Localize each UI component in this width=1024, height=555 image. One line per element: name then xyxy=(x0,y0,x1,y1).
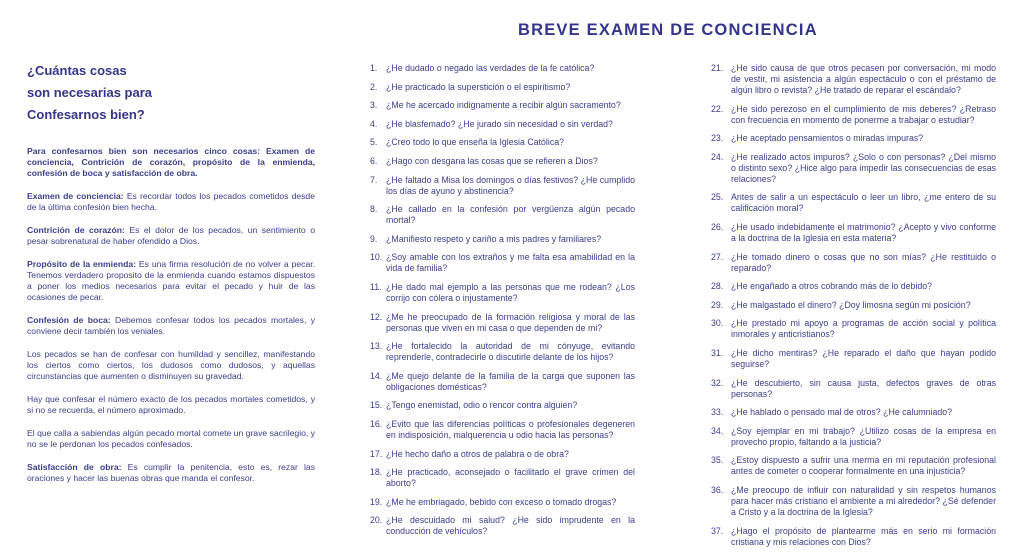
question-text: ¿Hago con desgana las cosas que se refieren a Dios? xyxy=(386,155,598,166)
section-satisfaccion xyxy=(27,462,315,484)
question-text: ¿He practicado, aconsejado o facilitado el grave crimen del aborto? xyxy=(386,467,635,489)
question-text: ¿He aceptado pensamientos o miradas impuras? xyxy=(731,133,924,144)
question-item xyxy=(711,152,996,185)
question-item xyxy=(370,497,635,508)
question-item xyxy=(711,455,996,477)
question-text: ¿He callado en la confesión por vergüenza algún pecado mortal? xyxy=(386,204,635,226)
question-number: 14. xyxy=(370,370,383,381)
section-text: Debemos confesar todos los pecados mortales, y conviene decir también los veniales. xyxy=(27,315,315,336)
question-number: 18. xyxy=(370,467,383,478)
question-text: ¿He dado mal ejemplo a las personas que me rodean? ¿Los corrijo con cólera o injustamente? xyxy=(386,281,635,303)
question-number: 15. xyxy=(370,400,383,411)
question-number: 20. xyxy=(370,515,383,526)
section-label: Propósito de la enmienda: xyxy=(27,259,136,269)
question-number: 32. xyxy=(711,377,724,388)
question-item xyxy=(711,407,996,418)
question-item xyxy=(370,312,635,334)
question-text: Antes de salir a un espectáculo o leer un libro, ¿me entero de su calificación moral? xyxy=(731,192,996,214)
question-text: ¿Creo todo lo que enseña la Iglesia Católica? xyxy=(386,137,565,148)
section-examen xyxy=(27,191,315,213)
question-number: 27. xyxy=(711,251,724,262)
question-text: ¿Soy amable con los extraños y me falta esa amabilidad en la vida de familia? xyxy=(386,252,635,274)
question-item xyxy=(370,515,635,537)
question-text: ¿Hago el propósito de plantearme más en serio mi formación cristiana y mis relaciones con Dios? xyxy=(731,525,996,547)
question-item xyxy=(370,100,635,111)
section-text: Es recordar todos los pecados cometidos desde de la última confesión bien hecha. xyxy=(27,191,315,212)
question-number: 4. xyxy=(370,118,378,129)
question-number: 5. xyxy=(370,137,378,148)
question-number: 29. xyxy=(711,299,724,310)
question-item xyxy=(370,282,635,304)
question-text: ¿He fortalecido la autoridad de mi cónyuge, evitando reprenderle, contradecirle o discutirle delante de los hijos? xyxy=(386,341,635,363)
question-item xyxy=(370,371,635,393)
intro-text: Para confesarnos bien son necesarios cinco cosas: Examen de conciencia, Contrición de corazón, propósito de la enmienda, confesión de boca y satisfacción de obra. xyxy=(27,146,315,178)
heading-line: ¿Cuántas cosas xyxy=(27,63,127,78)
question-number: 37. xyxy=(711,525,724,536)
extra-paragraph: Los pecados se han de confesar con humildad y sencillez, manifestando los ciertos como ciertos, los dudosos como dudosos, y aquellas circunstancias que aumenten o disminuyen su gravedad. xyxy=(27,349,315,381)
question-text: ¿He malgastado el dinero? ¿Doy limosna según mi posición? xyxy=(731,299,971,310)
section-proposito xyxy=(27,259,315,303)
intro-paragraph xyxy=(27,146,315,179)
left-heading xyxy=(27,60,287,126)
question-number: 31. xyxy=(711,347,724,358)
question-item xyxy=(711,485,996,518)
question-text: ¿Me he acercado indignamente a recibir algún sacramento? xyxy=(386,100,621,111)
question-number: 28. xyxy=(711,281,724,292)
question-text: ¿He usado indebidamente el matrimonio? ¿Acepto y vivo conforme a la doctrina de la Iglesia en esta materia? xyxy=(731,221,996,243)
question-number: 21. xyxy=(711,63,724,73)
section-contricion xyxy=(27,225,315,247)
question-item xyxy=(370,467,635,489)
question-text: ¿He blasfemado? ¿He jurado sin necesidad o sin verdad? xyxy=(386,118,613,129)
question-item xyxy=(711,318,996,340)
question-text: ¿He practicado la superstición o el espiritismo? xyxy=(386,81,571,92)
section-text: Es cumplir la penitencia, esto es, rezar las oraciones y hacer las buenas obras que manda el confesor. xyxy=(27,462,315,483)
question-item xyxy=(370,156,635,167)
heading-line: Confesarnos bien? xyxy=(27,107,145,122)
question-text: ¿He dudado o negado las verdades de la fe católica? xyxy=(386,63,595,73)
question-number: 11. xyxy=(370,281,382,292)
question-number: 7. xyxy=(370,174,378,185)
question-number: 25. xyxy=(711,192,724,203)
question-text: ¿He dicho mentiras? ¿He reparado el daño que hayan podido seguirse? xyxy=(731,347,996,369)
question-number: 1. xyxy=(370,63,378,73)
question-number: 3. xyxy=(370,100,378,111)
question-number: 13. xyxy=(370,341,383,352)
section-text: Es el dolor de los pecados, un sentimiento o pesar sobrenatural de haber ofendido a Dios. xyxy=(27,225,315,246)
page-title: BREVE EXAMEN DE CONCIENCIA xyxy=(518,21,818,39)
question-item xyxy=(370,63,635,74)
question-item xyxy=(711,348,996,370)
extra-paragraph: El que calla a sabiendas algún pecado mortal comete un grave sacrilegio, y no se le perdonan los pecados confesados. xyxy=(27,428,315,449)
question-item xyxy=(711,378,996,400)
question-text: ¿He prestado mi apoyo a programas de acción social y política inmorales y anticristianos? xyxy=(731,318,996,340)
question-item xyxy=(711,104,996,126)
question-text: ¿He faltado a Misa los domingos o días festivos? ¿He cumplido los días de ayuno y abstinencia? xyxy=(386,174,635,196)
question-number: 17. xyxy=(370,448,383,459)
question-text: ¿Me he embriagado, bebido con exceso o tomado drogas? xyxy=(386,496,617,507)
question-text: ¿Me he preocupado de la formación religiosa y moral de las personas que viven en mi casa o que dependen de mi? xyxy=(386,311,635,333)
question-number: 8. xyxy=(370,204,378,215)
question-number: 12. xyxy=(370,311,383,322)
question-item xyxy=(370,234,635,245)
question-item xyxy=(370,204,635,226)
question-item xyxy=(711,222,996,244)
questions-column-2 xyxy=(711,63,996,555)
question-item xyxy=(711,252,996,274)
question-item xyxy=(370,119,635,130)
question-number: 6. xyxy=(370,155,378,166)
section-label: Contrición de corazón: xyxy=(27,225,125,235)
question-text: ¿He sido causa de que otros pecasen por conversación, mi modo de vestir, mi asistencia a algún espectáculo o con el préstamo de algún libro o revista? ¿He tratado de reparar el escándalo? xyxy=(731,63,996,95)
heading-line: son necesarias para xyxy=(27,85,153,100)
question-number: 26. xyxy=(711,221,724,232)
question-text: ¿He tomado dinero o cosas que no son mías? ¿He restituido o reparado? xyxy=(731,251,996,273)
question-text: ¿Me preocupo de influir con naturalidad y sin respetos humanos para hacer más cristiano el ambiente a mi alrededor? ¿Sé defender a Cristo y a la doctrina de la Iglesia? xyxy=(731,484,996,517)
question-number: 33. xyxy=(711,407,724,418)
question-item xyxy=(711,192,996,214)
left-paragraphs xyxy=(27,146,315,496)
question-text: ¿He descubierto, sin causa justa, defectos graves de otras personas? xyxy=(731,377,996,399)
question-number: 24. xyxy=(711,151,724,162)
question-item xyxy=(711,526,996,548)
section-label: Confesión de boca: xyxy=(27,315,111,325)
question-number: 16. xyxy=(370,418,383,429)
question-text: ¿Estoy dispuesto a sufrir una merma en mi reputación profesional antes de cometer o cooperar formalmente en una injusticia? xyxy=(731,455,996,477)
question-item xyxy=(370,449,635,460)
question-text: ¿Tengo enemistad, odio o rencor contra alguien? xyxy=(386,400,578,411)
question-number: 34. xyxy=(711,425,724,436)
question-number: 22. xyxy=(711,103,724,114)
question-item xyxy=(370,175,635,197)
extra-paragraph: Hay que confesar el número exacto de los pecados mortales cometidos, y si no se recuerda, el número aproximado. xyxy=(27,394,315,415)
question-text: ¿Evito que las diferencias políticas o profesionales degeneren en indisposición, malquerencia u odio hacia las personas? xyxy=(386,418,635,440)
questions-column-1 xyxy=(370,63,635,545)
question-item xyxy=(711,426,996,448)
question-item xyxy=(370,341,635,363)
section-confesion xyxy=(27,315,315,337)
question-item xyxy=(711,63,996,96)
question-number: 35. xyxy=(711,455,724,466)
question-item xyxy=(370,252,635,274)
question-text: ¿He hecho daño a otros de palabra o de obra? xyxy=(386,448,569,459)
question-number: 2. xyxy=(370,81,378,92)
section-label: Satisfacción de obra: xyxy=(27,462,122,472)
question-item xyxy=(370,82,635,93)
question-item xyxy=(370,419,635,441)
question-text: ¿He engañado a otros cobrando más de lo debido? xyxy=(731,281,933,292)
question-number: 30. xyxy=(711,318,724,329)
question-number: 23. xyxy=(711,133,724,144)
question-text: ¿Soy ejemplar en mi trabajo? ¿Utilizo cosas de la empresa en provecho propio, faltando a la justicia? xyxy=(731,425,996,447)
question-number: 36. xyxy=(711,484,724,495)
question-text: ¿He hablado o pensado mal de otros? ¿He calumniado? xyxy=(731,407,953,418)
section-text: Es una firma resolución de no volver a pecar. Tenemos verdadero proposito de la enmienda cuando estamos dispuestos a poner los medios necesarios para evitar el pecado y huir de las ocasiones de pecar. xyxy=(27,259,315,302)
question-item xyxy=(711,133,996,144)
question-item xyxy=(370,137,635,148)
question-item xyxy=(711,300,996,311)
question-number: 19. xyxy=(370,496,383,507)
question-number: 10. xyxy=(370,252,383,263)
question-text: ¿He realizado actos impuros? ¿Solo o con personas? ¿Del mismo o distinto sexo? ¿Hice algo para impedir las consecuencias de esas relaciones? xyxy=(731,151,996,184)
question-item xyxy=(370,400,635,411)
section-label: Examen de conciencia: xyxy=(27,191,124,201)
question-text: ¿Me quejo delante de la familia de la carga que suponen las obligaciones domésticas? xyxy=(386,370,635,392)
question-number: 9. xyxy=(370,233,378,244)
question-text: ¿He sido perezoso en el cumplimiento de mis deberes? ¿Retraso con frecuencia en momento de ponerme a trabajar o estudiar? xyxy=(731,103,996,125)
question-text: ¿Manifiesto respeto y cariño a mis padres y familiares? xyxy=(386,233,602,244)
question-text: ¿He descuidado mi salud? ¿He sido imprudente en la conducción de vehículos? xyxy=(386,515,635,537)
question-item xyxy=(711,281,996,292)
